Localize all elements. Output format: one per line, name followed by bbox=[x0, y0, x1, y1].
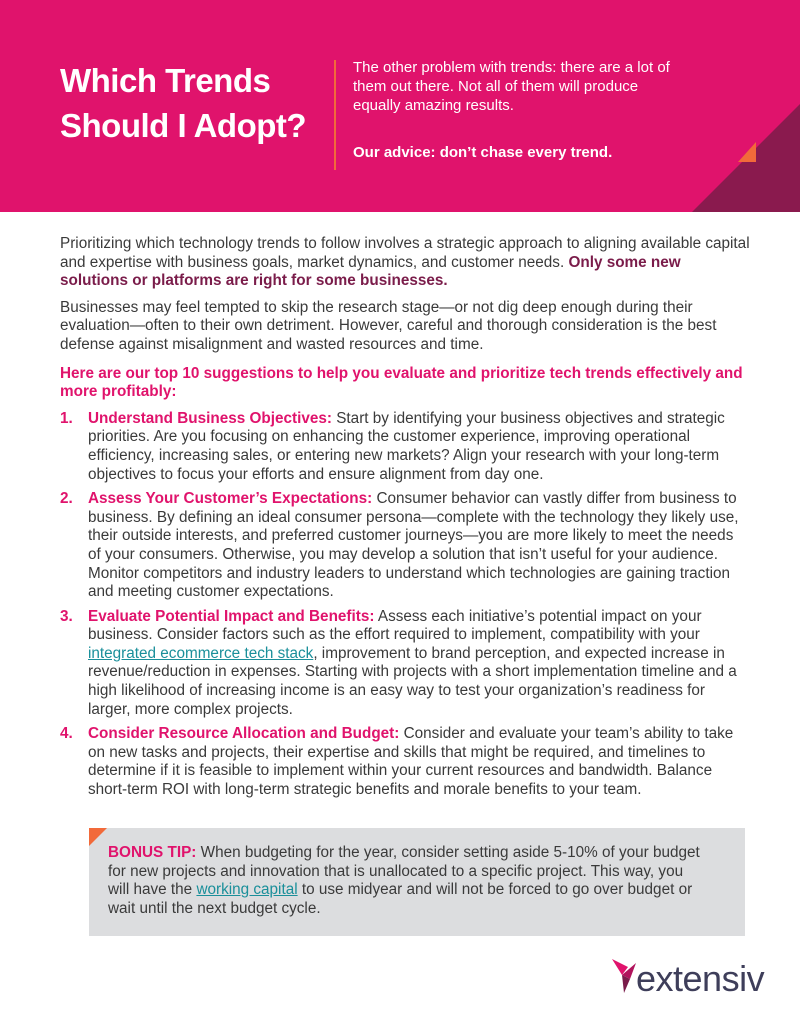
list-item bbox=[60, 608, 750, 720]
intro-paragraph bbox=[60, 235, 750, 291]
bonus-label: BONUS TIP: bbox=[108, 844, 197, 861]
suggestions-lead: Here are our top 10 suggestions to help you evaluate and prioritize tech trends effectively and more profitably: bbox=[60, 364, 743, 401]
intro-emphasis: Only some new solutions or platforms are right for some businesses. bbox=[60, 253, 681, 290]
bonus-tip-box bbox=[89, 828, 745, 936]
item-number: 3. bbox=[60, 607, 73, 625]
bonus-corner-icon bbox=[89, 828, 109, 848]
list-item bbox=[60, 725, 750, 799]
header-divider bbox=[334, 60, 336, 170]
item-text: Start by identifying your business objectives and strategic priorities. Are you focusing on enhancing the customer experience, improving operational efficiency, increasing sales, or entering new markets? Align your research with your long-term objectives to focus your efforts and ensure alignment from day one. bbox=[88, 409, 725, 483]
list-item bbox=[60, 490, 750, 602]
item-title: Understand Business Objectives: bbox=[88, 409, 332, 427]
page-title: Which Trends Should I Adopt? bbox=[60, 62, 307, 144]
working-capital-link[interactable]: working capital bbox=[196, 881, 298, 899]
header-intro: The other problem with trends: there are a lot of them out there. Not all of them will produce equally amazing results. bbox=[353, 59, 670, 114]
intro-text: Prioritizing which technology trends to follow involves a strategic approach to aligning available capital and expertise with business goals, market dynamics, and customer needs. bbox=[60, 235, 750, 271]
logo-wordmark: extensiv bbox=[636, 958, 765, 999]
bonus-tip-text bbox=[108, 844, 708, 918]
header-advice: Our advice: don’t chase every trend. bbox=[353, 144, 613, 161]
list-item bbox=[60, 410, 750, 484]
suggestions-list bbox=[60, 410, 750, 800]
item-title: Assess Your Customer’s Expectations: bbox=[88, 490, 373, 508]
bonus-text-before: When budgeting for the year, consider setting aside 5-10% of your budget for new projects and innovation that is unallocated to a specific project. This way, you will have the bbox=[108, 844, 700, 899]
paragraph-research: Businesses may feel tempted to skip the research stage—or not dig deep enough during their evaluation—often to their own detriment. However, careful and thorough consideration is the best defense against misalignment and wasted resources and time. bbox=[60, 298, 717, 353]
item-number: 2. bbox=[60, 490, 73, 508]
bonus-text-after: to use midyear and will not be forced to go over budget or wait until the next budget cycle. bbox=[108, 881, 693, 917]
item-text-after: , improvement to brand perception, and expected increase in revenue/reduction in expenses. Starting with projects with a short implementation timeline and a high likelihood of increasing income is an easy way to test your organization’s readiness for larger, more complex projects. bbox=[88, 644, 737, 718]
item-text: Consumer behavior can vastly differ from business to business. By defining an ideal consumer persona—complete with the technology they likely use, their outside interests, and preferred customer journeys—you are more likely to meet the needs of your consumers. Otherwise, you may develop a solution that isn’t useful for your audience. Monitor competitors and industry leaders to understand which technologies are gaining traction and meeting customer expectations. bbox=[88, 490, 739, 601]
item-number: 4. bbox=[60, 725, 73, 743]
main-content bbox=[60, 235, 750, 806]
item-text: Consider and evaluate your team’s ability to take on new tasks and projects, their expertise and skills that might be required, and timelines to determine if it is feasible to implement within your current resources and bandwidth. Balance short-term ROI with long-term strategic benefits and morale benefits to your team. bbox=[88, 725, 734, 799]
item-text: Assess each initiative’s potential impact on your business. Consider factors such as the effort required to implement, compatibility with your bbox=[88, 607, 702, 644]
item-title: Evaluate Potential Impact and Benefits: bbox=[88, 607, 375, 625]
extensiv-logo bbox=[610, 955, 765, 1000]
item-title: Consider Resource Allocation and Budget: bbox=[88, 725, 400, 743]
tech-stack-link[interactable]: integrated ecommerce tech stack bbox=[88, 644, 314, 662]
item-number: 1. bbox=[60, 409, 73, 427]
header-banner bbox=[0, 0, 800, 212]
